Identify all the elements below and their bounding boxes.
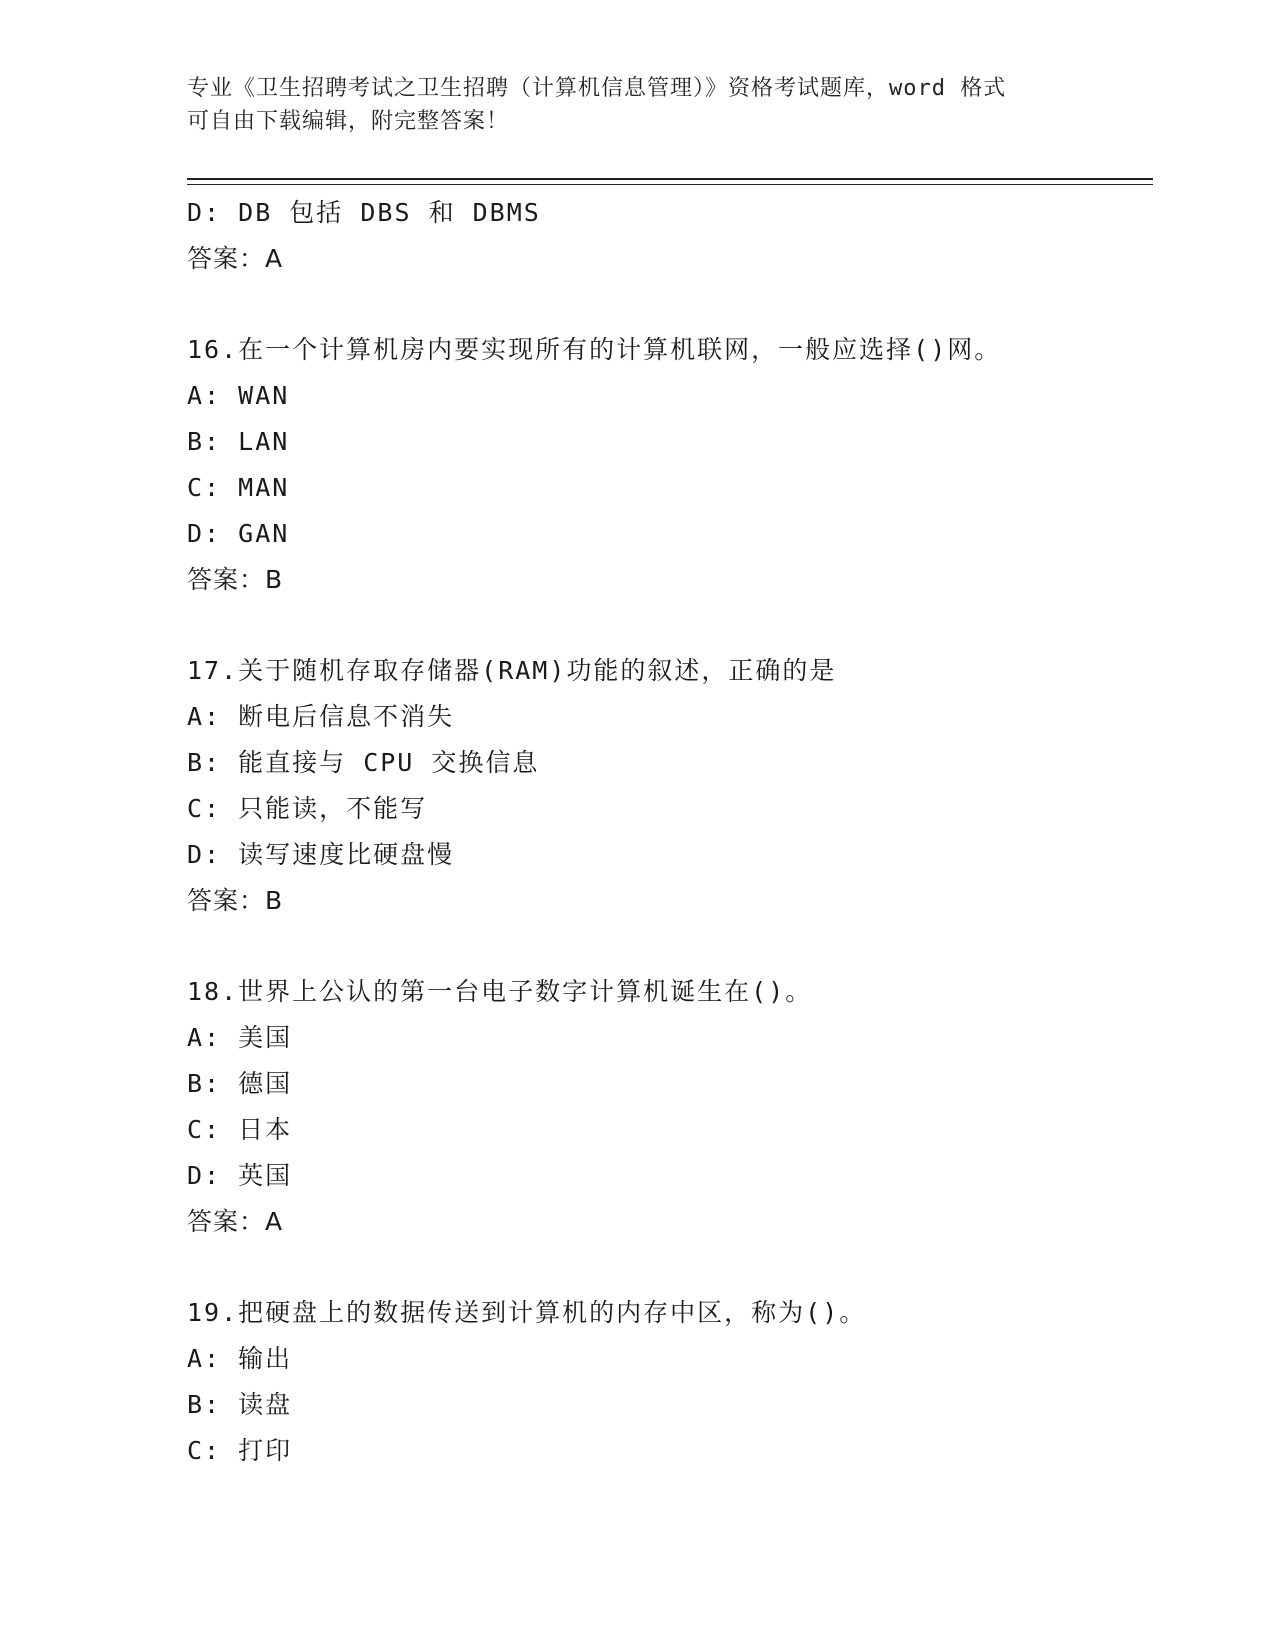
answer-line: 答案：A — [187, 1207, 284, 1236]
question-stem-19: 19.把硬盘上的数据传送到计算机的内存中区，称为()。 — [187, 1298, 867, 1327]
question-list — [187, 190, 1147, 1474]
header-line-1: 专业《卫生招聘考试之卫生招聘（计算机信息管理）》资格考试题库，word 格式 — [187, 76, 1007, 101]
document-header — [187, 72, 1087, 138]
option-b: B: 读盘 — [187, 1390, 293, 1419]
answer-line: 答案：B — [187, 565, 284, 594]
option-d: D: 读写速度比硬盘慢 — [187, 840, 455, 869]
question-stem-17: 17.关于随机存取存储器(RAM)功能的叙述，正确的是 — [187, 656, 837, 685]
option-d: D: DB 包括 DBS 和 DBMS — [187, 198, 541, 227]
option-c: C: 打印 — [187, 1436, 293, 1465]
option-d: D: GAN — [187, 519, 290, 548]
option-a: A: 美国 — [187, 1023, 293, 1052]
spacer — [187, 603, 1147, 648]
answer-line: 答案：B — [187, 886, 284, 915]
answer-line: 答案：A — [187, 244, 284, 273]
option-b: B: 能直接与 CPU 交换信息 — [187, 748, 540, 777]
option-c: C: MAN — [187, 473, 290, 502]
question-stem-16: 16.在一个计算机房内要实现所有的计算机联网，一般应选择()网。 — [187, 335, 1002, 364]
question-stem-18: 18.世界上公认的第一台电子数字计算机诞生在()。 — [187, 977, 813, 1006]
option-a: A: WAN — [187, 381, 290, 410]
option-b: B: LAN — [187, 427, 290, 456]
option-d: D: 英国 — [187, 1161, 293, 1190]
header-rule-thin — [187, 184, 1153, 185]
option-a: A: 输出 — [187, 1344, 293, 1373]
header-rule-thick — [187, 178, 1153, 180]
header-line-2: 可自由下载编辑，附完整答案！ — [187, 109, 510, 134]
spacer — [187, 1245, 1147, 1290]
option-c: C: 只能读，不能写 — [187, 794, 428, 823]
option-c: C: 日本 — [187, 1115, 293, 1144]
option-a: A: 断电后信息不消失 — [187, 702, 455, 731]
spacer — [187, 924, 1147, 969]
option-b: B: 德国 — [187, 1069, 293, 1098]
spacer — [187, 282, 1147, 327]
